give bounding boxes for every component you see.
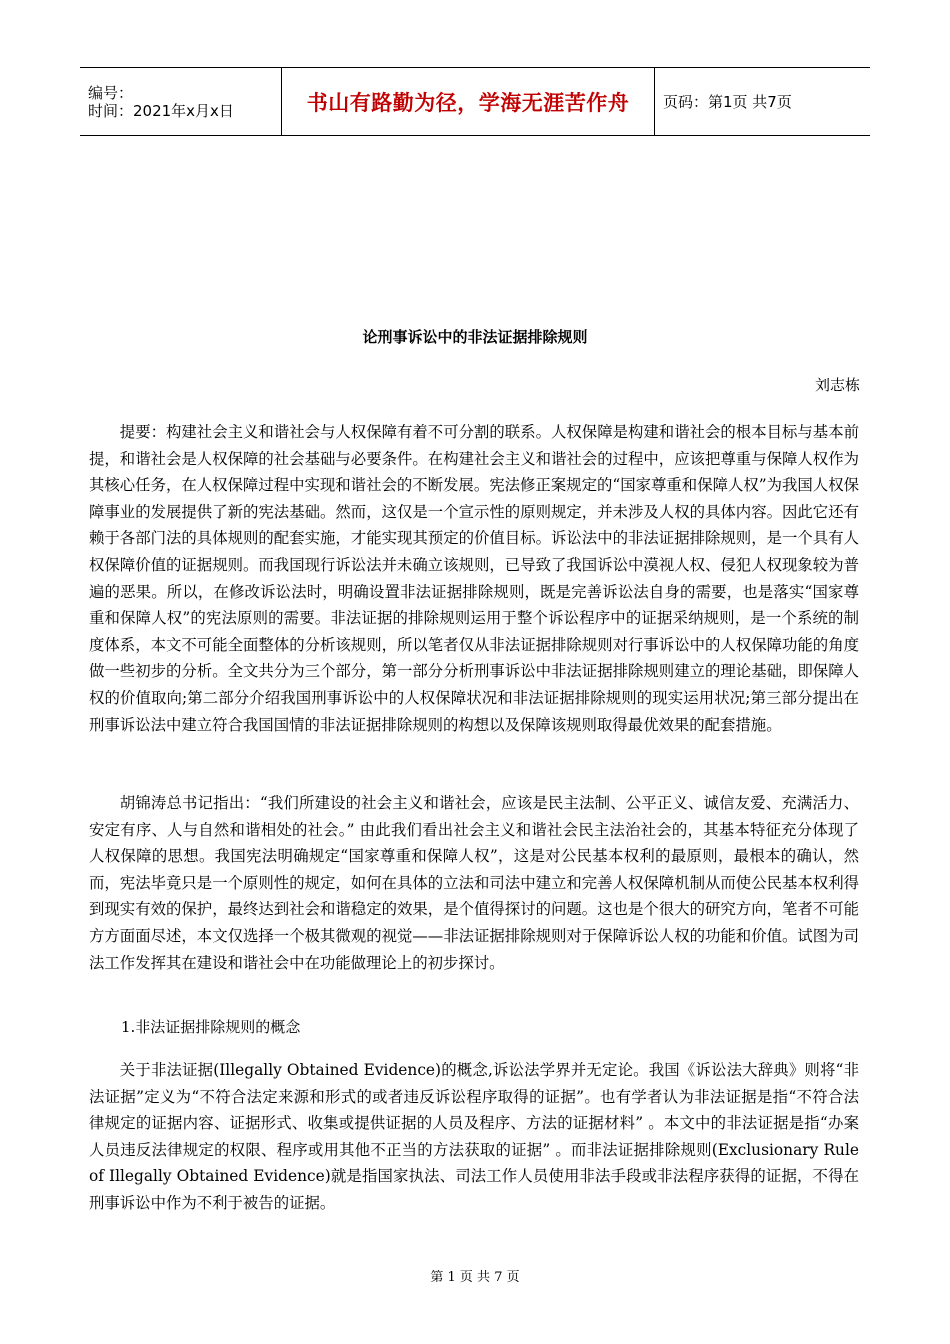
intro-paragraph: 胡锦涛总书记指出：“我们所建设的社会主义和谐社会，应该是民主法制、公平正义、诚信友爱、充满活力、安定有序、人与自然和谐相处的社会。” 由此我们看出社会主义和谐社会民主法治社会的，其基本特征充分体现了人权保障的思想。我国宪法明确规定“国家尊重和保障人权”，这是对公民基本权利的最原则，最根本的确认，然而，宪法毕竟只是一个原则性的规定，如何在具体的立法和司法中建立和完善人权保障机制从而使公民基本权利得到现实有效的保护，最终达到社会和谐稳定的效果，是个值得探讨的问题。这也是个很大的研究方向，笔者不可能方方面面尽述，本文仅选择一个极其微观的视觉——非法证据排除规则对于保障诉讼人权的功能和价值。试图为司法工作发挥其在建设和谐社会中在功能做理论上的初步探讨。 <box>89 794 859 972</box>
header-page-info: 页码：第1页 共7页 <box>663 93 792 111</box>
article-title: 论刑事诉讼中的非法证据排除规则 <box>362 328 588 346</box>
document-time-label: 时间：2021年x月x日 <box>88 101 234 120</box>
page-footer: 第 1 页 共 7 页 <box>430 1270 520 1285</box>
abstract-paragraph: 提要：构建社会主义和谐社会与人权保障有着不可分割的联系。人权保障是构建和谐社会的根本目标与基本前提，和谐社会是人权保障的社会基础与必要条件。在构建社会主义和谐社会的过程中，应该把尊重与保障人权作为其核心任务，在人权保障过程中实现和谐社会的不断发展。宪法修正案规定的“国家尊重和保障人权”为我国人权保障事业的发展提供了新的宪法基础。然而，这仅是一个宣示性的原则规定，并未涉及人权的具体内容。因此它还有赖于各部门法的具体规则的配套实施，才能实现其预定的价值目标。诉讼法中的非法证据排除规则，是一个具有人权保障价值的证据规则。而我国现行诉讼法并未确立该规则，已导致了我国诉讼中漠视人权、侵犯人权现象较为普遍的恶果。所以，在修改诉讼法时，明确设置非法证据排除规则，既是完善诉讼法自身的需要，也是落实“国家尊重和保障人权”的宪法原则的需要。非法证据的排除规则运用于整个诉讼程序中的证据采纳规则，是一个系统的制度体系，本文不可能全面整体的分析该规则，所以笔者仅从非法证据排除规则对行事诉讼中的人权保障功能的角度做一些初步的分析。全文共分为三个部分，第一部分分析刑事诉讼中非法证据排除规则建立的理论基础，即保障人权的价值取向;第二部分介绍我国刑事诉讼中的人权保障状况和非法证据排除规则的现实运用状况;第三部分提出在刑事诉讼法中建立符合我国国情的非法证据排除规则的构想以及保障该规则取得最优效果的配套措施。 <box>89 423 859 734</box>
article-author: 刘志栋 <box>814 376 860 394</box>
document-number-label: 编号： <box>88 83 134 102</box>
page-header <box>80 67 870 136</box>
section-body-paragraph: 关于非法证据(Illegally Obtained Evidence)的概念,诉讼法学界并无定论。我国《诉讼法大辞典》则将“非法证据”定义为“不符合法定来源和形式的或者违反诉讼程序取得的证据”。也有学者认为非法证据是指“不符合法律规定的证据内容、证据形式、收集或提供证据的人员及程序、方法的证据材料” 。本文中的非法证据是指“办案人员违反法律规定的权限、程序或用其他不正当的方法获取的证据” 。而非法证据排除规则(Exclusionary Rule of Illegally Obtained Evidence)就是指国家执法、司法工作人员使用非法手段或非法程序获得的证据，不得在刑事诉讼中作为不利于被告的证据。 <box>89 1061 859 1212</box>
header-motto: 书山有路勤为径，学海无涯苦作舟 <box>281 68 655 135</box>
section-heading: 1.非法证据排除规则的概念 <box>121 1018 301 1036</box>
header-meta <box>80 68 281 135</box>
